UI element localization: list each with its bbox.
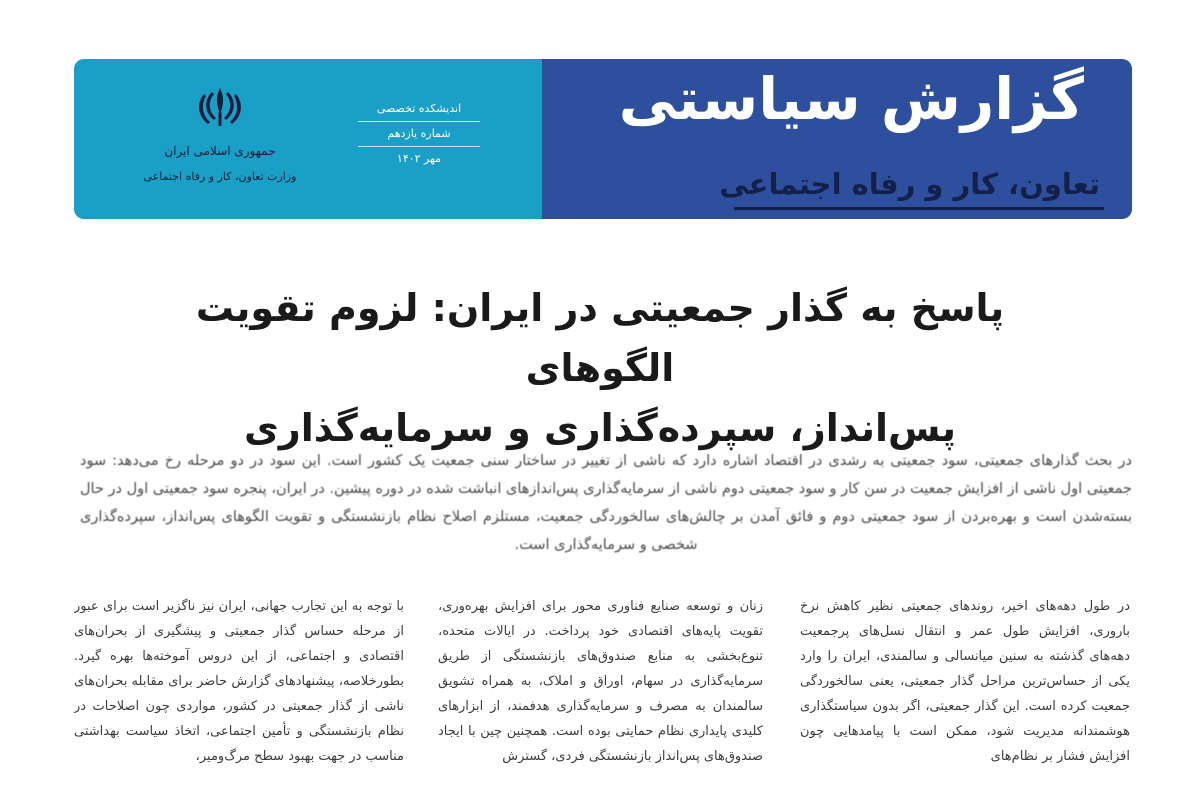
iran-emblem-icon: [194, 84, 246, 130]
ministry-name: وزارت تعاون، کار و رفاه اجتماعی: [143, 170, 297, 183]
headline: [120, 278, 1080, 458]
headline-line-2: پس‌انداز، سپرده‌گذاری و سرمایه‌گذاری: [244, 406, 956, 450]
issue-series: اندیشکده تخصصی: [376, 102, 462, 115]
body-column-right: در طول دهه‌های اخیر، روندهای جمعیتی نظیر کاهش نرخ باروری، افزایش طول عمر و انتقال نسل‌های پرجمعیت دهه‌های گذشته به سنین میانسالی و سالمندی، ایران را وارد یکی از حساس‌ترین مراحل گذار جمعیتی، یعنی سالخوردگی جمعیت کرده است. این گذار جمعیتی، اگر بدون سیاستگذاری هوشمندانه مدیریت شود، ممکن است با پیامدهایی چون افزایش فشار بر نظام‌های: [800, 599, 1130, 764]
lead-paragraph: در بحث گذارهای جمعیتی، سود جمعیتی به رشدی در اقتصاد اشاره دارد که ناشی از تغییر در ساختار سنی جمعیت یک کشور است. این سود در دو مرحله رخ می‌دهد: سود جمعیتی اول ناشی از افزایش جمعیت در سن کار و سود جمعیتی دوم ناشی از سرمایه‌گذاری پس‌اندازهای انباشت شده در دوره پیشین. در ایران، پنجره سود جمعیتی اول در حال بسته‌شدن است و بهره‌بردن از سود جمعیتی دوم و فائق آمدن بر چالش‌های سالخوردگی جمعیت، مستلزم اصلاح نظام بازنشستگی و تقویت الگوهای پس‌انداز، سپرده‌گذاری شخصی و سرمایه‌گذاری است.: [80, 453, 1132, 553]
body-column-middle: زنان و توسعه صنایع فناوری محور برای افزایش بهره‌وری، تقویت پایه‌های اقتصادی خود پرداخت. در ایالات متحده، تنوع‌بخشی به منابع صندوق‌های بازنشستگی از طریق سرمایه‌گذاری در سهام، اوراق و املاک، به همراه تشویق سالمندان به مصرف و سرمایه‌گذاری هدفمند، از ابزارهای کلیدی پایداری نظام حمایتی بوده است. همچنین چین با ایجاد صندوق‌های پس‌انداز بازنشستگی فردی، گسترش: [438, 599, 763, 764]
report-banner: [74, 59, 1132, 219]
banner-title-panel: [542, 59, 1132, 219]
headline-line-1: پاسخ به گذار جمعیتی در ایران: لزوم تقویت الگوهای: [195, 286, 1005, 390]
government-name: جمهوری اسلامی ایران: [164, 144, 276, 158]
banner-title: گزارش سیاستی: [618, 65, 1084, 133]
issue-number: شماره یازدهم: [387, 127, 451, 140]
banner-subtitle: تعاون، کار و رفاه اجتماعی: [719, 167, 1100, 201]
bottom-fade: [0, 770, 1200, 810]
issue-date: مهر ۱۴۰۲: [396, 152, 442, 165]
body-column-left: با توجه به این تجارب جهانی، ایران نیز ناگزیر است برای عبور از مرحله حساس گذار جمعیتی و پیشگیری از بحران‌های اقتصادی و اجتماعی، از این دروس آموخته‌ها بهره گیرد. بطورخلاصه، پیشنهادهای گزارش حاضر برای مقابله بحران‌های ناشی از گذار جمعیتی در کشور، مواردی چون اصلاحات در نظام بازنشستگی و تأمین اجتماعی، اتخاذ سیاست بهداشتی مناسب در جهت بهبود سطح مرگ‌ومیر،: [74, 599, 404, 764]
subtitle-underline: [734, 207, 1104, 210]
issue-info: [354, 97, 484, 171]
